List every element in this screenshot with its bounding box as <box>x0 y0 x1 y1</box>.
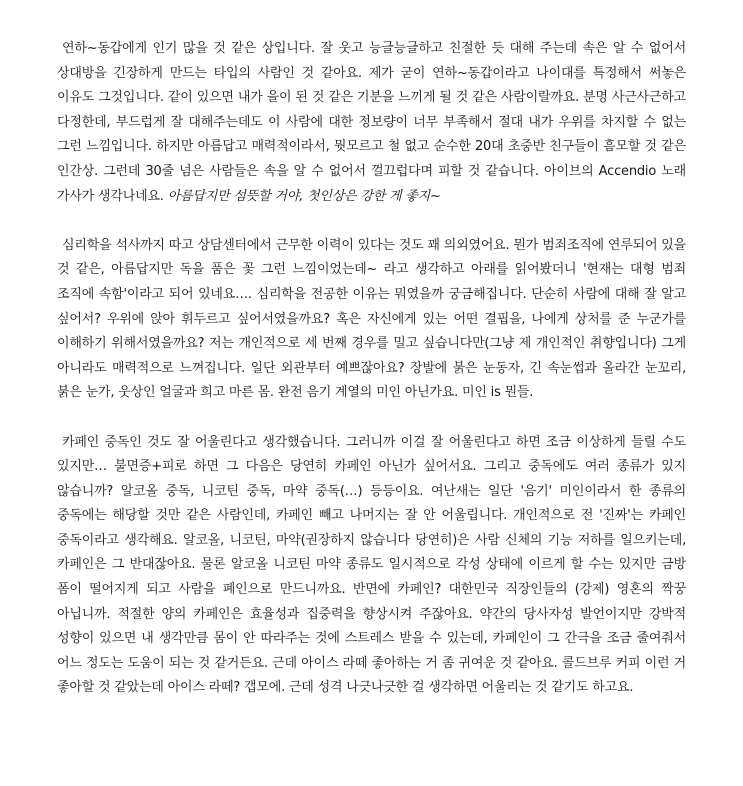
paragraph-1 <box>57 37 686 209</box>
paragraph-1-text: 연하~동갑에게 인기 많을 것 같은 상입니다. 잘 웃고 능글능글하고 친절한 듯 대해 주는데 속은 알 수 없어서 상대방을 긴장하게 만드는 타입의 사람인 것 같아요. 제가 굳이 연하~동갑이라고 나이대를 특정해서 써놓은 이유도 그것입니다. 같이 있으면 내가 을이 된 것 같은 기분을 느끼게 될 것 같은 사람이랄까요. 분명 사근사근하고 다정한데, 부드럽게 잘 대해주는데도 이 사람에 대한 정보량이 너무 부족해서 절대 내가 우위를 차지할 수 없는 그런 느낌입니다. 하지만 아름답고 매력적이라서, 뭣모르고 철 없고 순수한 20대 초중반 친구들이 흠모할 것 같은 인간상. 그런데 30줄 넘은 사람들은 속을 알 수 없어서 껄끄럽다며 피할 것 같습니다. 아이브의 Accendio 노래 가사가 생각나네요. <box>57 41 686 204</box>
paragraph-3 <box>57 431 686 702</box>
paragraph-2 <box>57 234 686 406</box>
paragraph-2-text: 심리학을 석사까지 따고 상담센터에서 근무한 이력이 있다는 것도 꽤 의외였어요. 뭔가 범죄조직에 연루되어 있을 것 같은, 아름답지만 독을 품은 꽃 그런 느낌이었는데~ 라고 생각하고 아래를 읽어봤더니 '현재는 대형 범죄 조직에 속함'이라고 되어 있네요…. 심리학을 전공한 이유는 뭐였을까 궁금해집니다. 단순히 사람에 대해 잘 알고 싶어서? 우위에 앉아 휘두르고 싶어서였을까요? 혹은 자신에게 있는 어떤 결핍을, 나에게 상처를 준 누군가를 이해하기 위해서였을까요? 저는 개인적으로 세 번째 경우를 밀고 싶습니다만(그냥 제 개인적인 취향입니다) 그게 아니라도 매력적으로 느껴집니다. 일단 외관부터 예쁘잖아요? 장발에 붉은 눈동자, 긴 속눈썹과 올라간 눈꼬리, 붉은 눈가, 웃상인 얼굴과 희고 마른 몸. 완전 음기 계열의 미인 아닌가요. 미인 is 뭔들. <box>57 237 686 401</box>
paragraph-3-text: 카페인 중독인 것도 잘 어울린다고 생각했습니다. 그러니까 이걸 잘 어울린다고 하면 조금 이상하게 들릴 수도 있지만… 불면증+피로 하면 그 다음은 당연히 카페인 아닌가 싶어서요. 그리고 중독에도 여러 종류가 있지 않습니까? 알코올 중독, 니코틴 중독, 마약 중독(…) 등등이요. 여난새는 일단 '음기' 미인이라서 한 종류의 중독에는 해당할 것만 같은 사람인데, 카페인 빼고 나머지는 잘 안 어울립니다. 개인적으로 전 '진짜'는 카페인 중독이라고 생각해요. 알코올, 니코틴, 마약(권장하지 않습니다 당연히)은 사람 신체의 기능 저하를 일으키는데, 카페인은 그 반대잖아요. 물론 알코올 니코틴 마약 종류도 일시적으로 각성 상태에 이르게 할 수는 있지만 금방 폼이 떨어지게 되고 사람을 폐인으로 만드니까요. 반면에 카페인? 대한민국 직장인들의 (강제) 영혼의 짝꿍 아닙니까. 적절한 양의 카페인은 효율성과 집중력을 향상시켜 주잖아요. 약간의 당사자성 발언이지만 강박적 성향이 있으면 내 생각만큼 몸이 안 따라주는 것에 스트레스 받을 수 있는데, 카페인이 그 간극을 조금 줄여줘서 어느 정도는 도움이 되는 것 같거든요. 근데 아이스 라떼 좋아하는 거 좀 귀여운 것 같아요. 콜드브루 커피 이런 거 좋아할 것 같았는데 아이스 라떼? 갭모에. 근데 성격 나긋나긋한 걸 생각하면 어울리는 것 같기도 하고요. <box>57 434 686 696</box>
lyric-quote: 아름답지만 섬뜻할 거야, 첫인상은 강한 게 좋지~ <box>167 188 441 204</box>
